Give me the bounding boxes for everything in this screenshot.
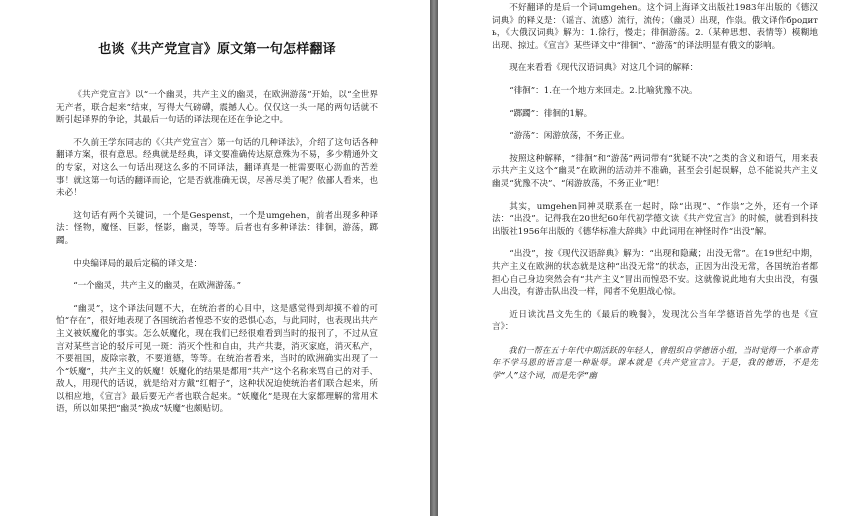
article-title: 也谈《共产党宣言》原文第一句怎样翻译 (98, 42, 336, 57)
paragraph: “幽灵”，这个译法问题不大，在统治者的心目中，这是感觉得到却摸不着的可怕“存在”，很好地表现了各国统治者惶恐不安的恐惧心态，与此同时，也表现出共产主义被妖魔化的事实。怎么妖魔化，现在我们已经很难看到当时的报刊了，不过从宣言对某些言论的驳斥可见一斑：消灭个性和自由，共产共妻，消灭家庭，消灭私产，不要祖国，废除宗教，不要道德，等等。在统治者看来，当时的欧洲确实出现了一个“妖魔”，共产主义的妖魔！妖魔化的结果是都用“共产”这个名称来骂自己的对手、敌人，用现代的话说，就是给对方戴“红帽子”，这种状况迫使统治者们联合起来，所以相应地，《宣言》最后要无产者也联合起来。“妖魔化”是现在大家都理解的常用术语，所以如果把“幽灵”换成“妖魔”也颇贴切。 (56, 303, 378, 415)
paragraph: 《共产党宣言》以“一个幽灵，共产主义的幽灵，在欧洲游荡”开始，以“全世界无产者，联合起来”结束，写得大气磅礴，震撼人心。仅仅这一头一尾的两句话就不断引起译界的争论，其最后一句话的译法现在还在争论之中。 (56, 90, 378, 126)
page-right-content (492, 2, 818, 392)
page-gutter-divider (430, 0, 438, 516)
page-left-content (56, 30, 378, 426)
paragraph: 不好翻译的是后一个词umgehen。这个词上海译文出版社1983年出版的《德汉词典》的释义是：（谣言、流感）流行，流传；（幽灵）出现，作祟。俄文译作бродить，《大俄汉词典》解为：1.徐行，慢走；徘徊游荡。2.（某种思想、表情等）模糊地出现、掠过。《宣言》某些译文中“徘徊”、“游荡”的译法明显有俄文的影响。 (492, 3, 818, 51)
block-quote: 我们一帮在五十年代中期活跃的年轻人，曾组织自学德语小组，当时觉得一个革命青年不学马恩的语言是一种耻辱。课本就是《共产党宣言》。于是，我的德语，不是先学“人”这个词，而是先学“幽 (492, 344, 818, 381)
paragraph: 按照这种解释，“徘徊”和“游荡”两词带有“犹疑不决”之类的含义和语气，用来表示共产主义这个“幽灵”在欧洲的活动并不准确，甚至会引起误解，总不能说共产主义幽灵“犹豫不决”、“闲游放荡，不务正业”吧！ (492, 153, 818, 189)
paragraph: 这句话有两个关键词，一个是Gespenst，一个是umgehen，前者出现多种译法：怪物，魔怪、巨影，怪影，幽灵，等等。后者也有多种译法：徘徊，游荡，踯躅。 (56, 210, 378, 246)
quoted-translation: “一个幽灵，共产主义的幽灵，在欧洲游荡。” (73, 281, 241, 292)
paragraph: “出没”，按《现代汉语辞典》解为：“出现和隐藏；出没无常”。在19世纪中期，共产主义在欧洲的状态就是这种“出没无常”的状态，正因为出没无常，各国统治者都担心自己身边突然会有“共产主义”冒出而惶恐不安。这就像说此地有大虫出没，有强人出没，有游击队出没一样，闻者不免胆战心惊。 (492, 249, 818, 298)
paragraph: 现在来看看《现代汉语词典》对这几个词的解释： (509, 63, 699, 74)
paragraph: 不久前王学东同志的《〈共产党宣言〉第一句话的几种译法》，介绍了这句话各种翻译方案，很有意思。经典就是经典，译文要准确传达原意殊为不易，多少精通外文的专家，对这么一句话出现这么多的不同译法，翻译真是一桩需要呕心沥血的苦差事！就这第一句话的翻译而论，它是否就准确无误，尽善尽美了呢？依鄙人看来，也未必！ (56, 137, 378, 199)
definition-line: “徘徊”：1.在一个地方来回走。2.比喻犹豫不决。 (509, 85, 698, 96)
definition-line: “踯躅”：徘徊的1解。 (509, 108, 593, 119)
document-page-right (438, 0, 868, 516)
paragraph: 其实，umgehen同神灵联系在一起时，除“出现”、“作祟”之外，还有一个译法：“出没”。记得我在20世纪60年代初学德文读《共产党宣言》的时候，就看到科技出版社1956年出版的《德华标准大辞典》中此词用在神怪时作“出没”解。 (492, 201, 818, 237)
definition-line: “游荡”：闲游放荡，不务正业。 (509, 131, 630, 142)
paragraph: 中央编译局的最后定稿的译文是： (73, 258, 203, 269)
paragraph: 近日读沈昌文先生的《最后的晚餐》，发现沈公当年学德语首先学的也是《宣言》： (492, 309, 818, 333)
document-page-left (0, 0, 430, 516)
